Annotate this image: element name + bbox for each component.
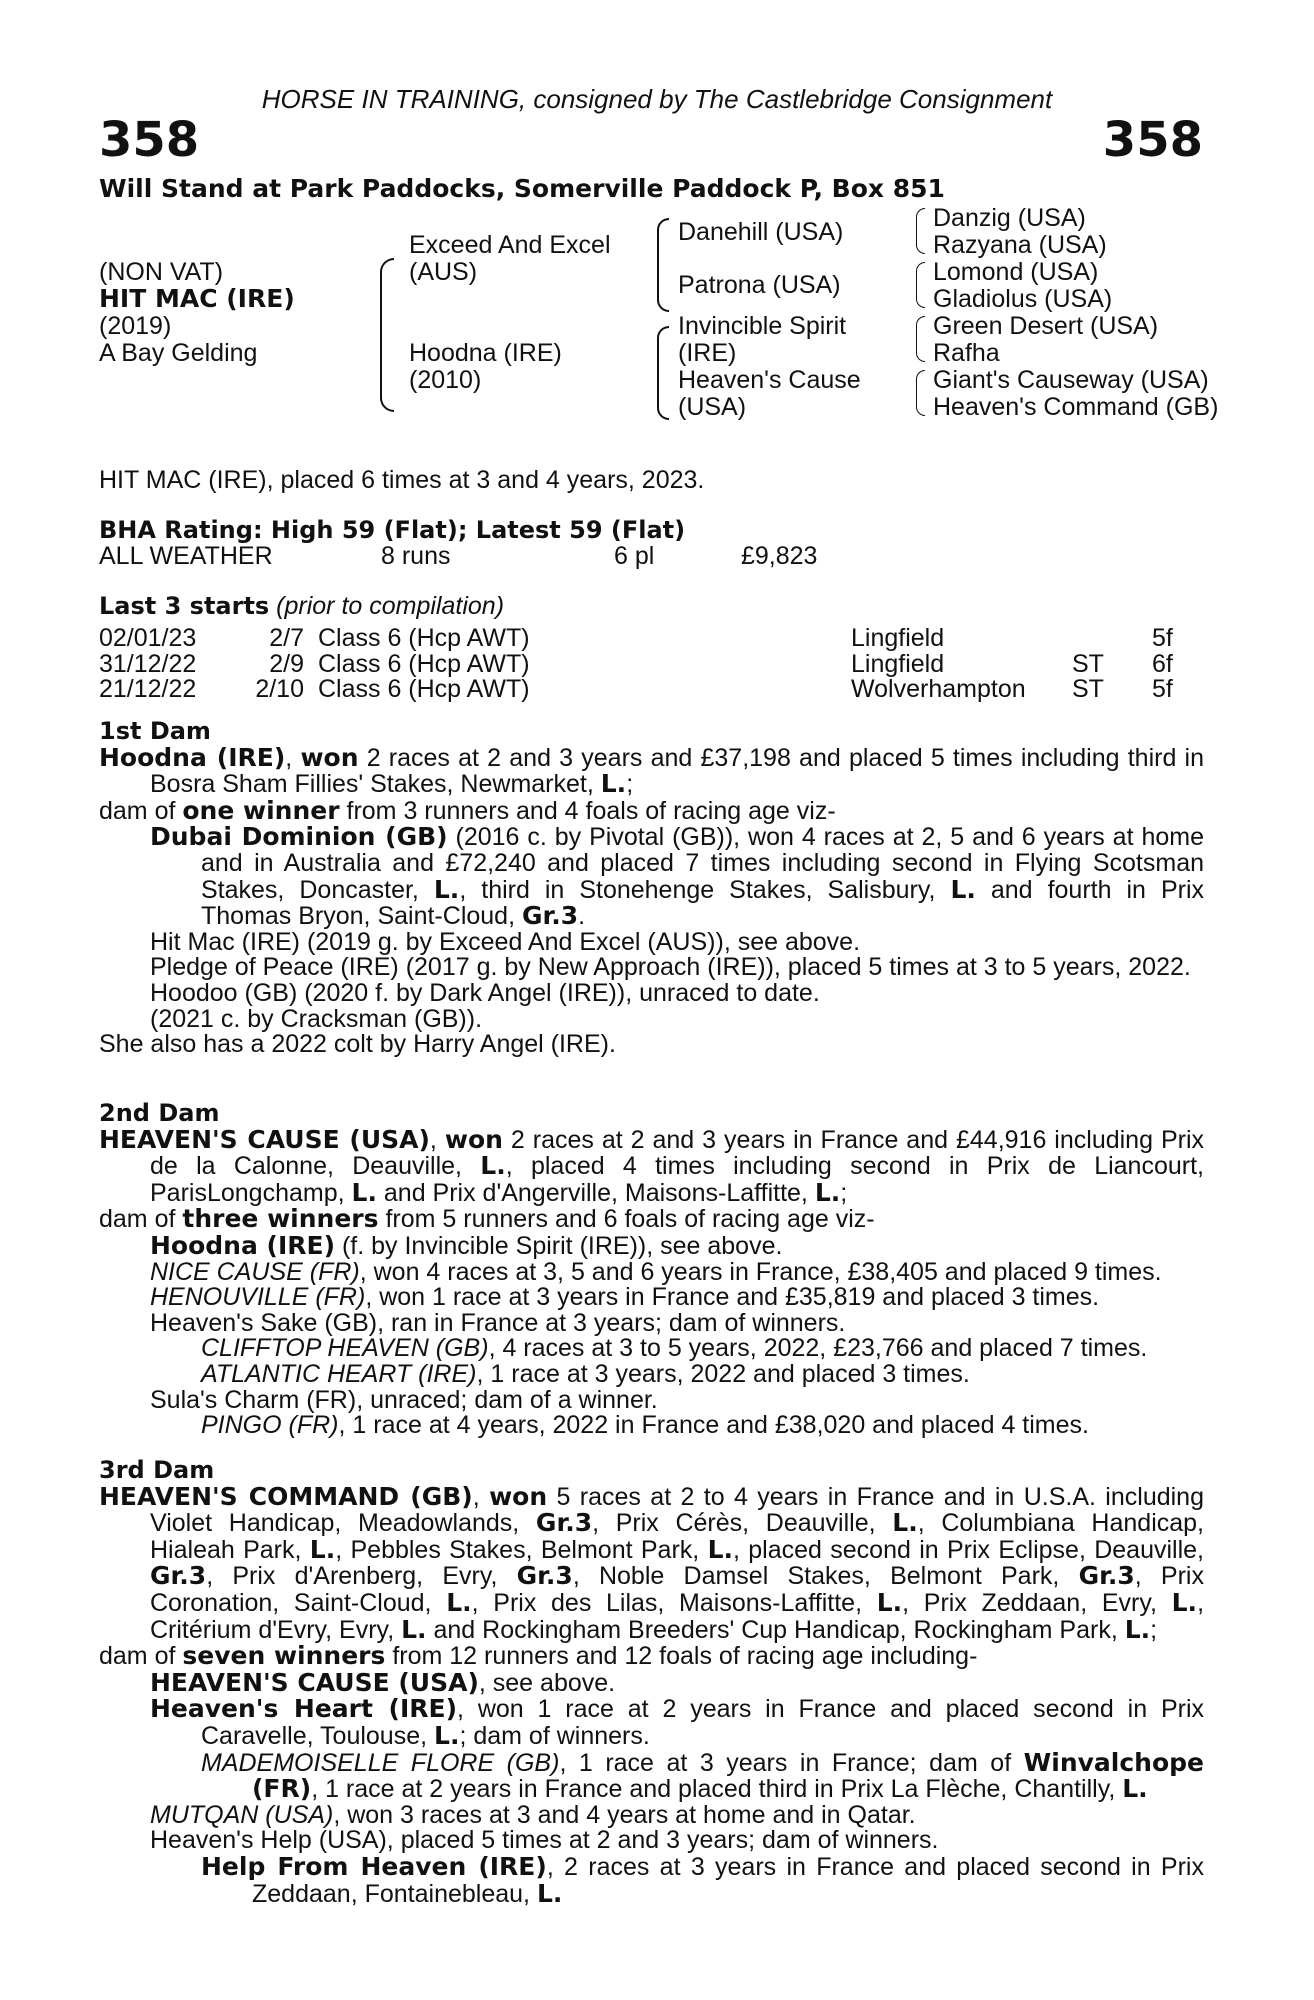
gg-2: Razyana (USA) [933,231,1107,259]
gg-brace-2 [916,262,925,308]
start-distance: 6f [1152,649,1173,678]
gg-8: Heaven's Command (GB) [933,393,1219,421]
second-dam-title: 2nd Dam [99,1099,220,1127]
dam-dam-line2: (USA) [678,393,747,421]
gg-4: Gladiolus (USA) [933,285,1113,313]
start-class: Class 6 (Hcp AWT) [318,649,530,678]
start-class: Class 6 (Hcp AWT) [318,624,530,652]
third-dam-section: 3rd Dam HEAVEN'S COMMAND (GB), won 5 races at 2 to 4 years in France and in U.S.A. including Violet Handicap, Meadowlands, Gr.3, Prix Cérès, Deauville, L., Columbiana Handicap, Hialeah Park, L., Pebbles Stakes, Belmont Park, L., placed second in Prix Eclipse, Deauville, Gr.3, Prix d'Arenberg, Evry, Gr.3, Noble Damsel Stakes, Belmont Park, Gr.3, Prix Coronation, Saint-Cloud, L., Prix des Lilas, Maisons-Laffitte, L., Prix Zeddaan, Evry, L., Critérium d'Evry, Evry, L. and Rockingham Breeders' Cup Handicap, Rockingham Park, L.; dam of seven winners from 12 runners and 12 foals of racing age including- HEAVEN'S CAUSE (USA), see above. Heaven's Heart (IRE), won 1 race at 2 years in France and placed second in Prix Caravelle, Toulouse, L.; dam of winners. MADEMOISELLE FLORE (GB), 1 race at 3 years in France; dam of Winvalchope (FR), 1 race at 2 years in France and placed third in Prix La Flèche, Chantilly, L. MUTQAN (USA), won 3 races at 3 and 4 years at home and in Qatar. Heaven's Help (USA), placed 5 times at 2 and 3 years; dam of winners. Help From Heaven (IRE), 2 races at 3 years in France and placed second in Prix Zeddaan, Fontainebleau, L. [99,1456,1205,1908]
gg-1: Danzig (USA) [933,204,1086,232]
gg-brace-1 [916,208,925,254]
dam-line1: Hoodna (IRE) [409,339,562,367]
gg-6: Rafha [933,339,1000,367]
rating-runs: 8 runs [381,542,451,570]
horse-year: (2019) [99,312,172,340]
sire-line2: (AUS) [409,258,478,286]
start-date: 02/01/23 [99,624,197,652]
start-class: Class 6 (Hcp AWT) [318,675,530,704]
gg-3: Lomond (USA) [933,258,1099,286]
gg-brace-3 [916,316,925,362]
last-start-row [99,652,1212,678]
last-starts-title: Last 3 starts [99,592,270,620]
sire-dam: Patrona (USA) [678,271,841,299]
last-start-row [99,626,1212,652]
horse-name: HIT MAC (IRE) [99,284,295,313]
lot-number-right: 358 [1102,112,1203,168]
first-dam-title: 1st Dam [99,717,211,745]
last-starts-note: (prior to compilation) [276,592,505,620]
gg-5: Green Desert (USA) [933,312,1159,340]
start-date: 31/12/22 [99,649,197,678]
rating-placed: 6 pl [614,542,655,570]
stabling-line: Will Stand at Park Paddocks, Somerville Paddock P, Box 851 [99,174,945,203]
race-summary: HIT MAC (IRE), placed 6 times at 3 and 4 years, 2023. [99,466,705,494]
dam-dam-line1: Heaven's Cause [678,366,861,394]
start-distance: 5f [1152,675,1173,704]
dam-brace [657,326,669,420]
start-position: 2/7 [269,624,304,652]
pedigree-main-brace [380,258,394,412]
sire-sire: Danehill (USA) [678,218,844,246]
rating-prize: £9,823 [741,542,818,570]
dam-sire-line2: (IRE) [678,339,737,367]
start-date: 21/12/22 [99,675,197,704]
start-going [1072,626,1152,652]
last-start-row [99,677,1212,703]
rating-title: BHA Rating: High 59 (Flat); Latest 59 (Flat) [99,516,686,544]
horse-description: A Bay Gelding [99,339,258,367]
rating-surface: ALL WEATHER [99,542,273,570]
dam-line2: (2010) [409,366,482,394]
start-course: Lingfield [851,624,945,652]
dam-sire-line1: Invincible Spirit [678,312,847,340]
sire-brace [657,218,669,312]
start-course: Wolverhampton [851,675,1026,704]
lot-number-left: 358 [99,112,200,168]
start-distance: 5f [1152,624,1173,652]
third-dam-title: 3rd Dam [99,1456,215,1484]
horse-vat: (NON VAT) [99,258,224,286]
last-starts-heading [99,592,504,620]
consignment-header: HORSE IN TRAINING, consigned by The Castlebridge Consignment [261,84,1053,114]
gg-brace-4 [916,370,925,416]
last-starts-table [99,626,1212,703]
second-dam-section: 2nd Dam HEAVEN'S CAUSE (USA), won 2 races at 2 and 3 years in France and £44,916 including Prix de la Calonne, Deauville, L., placed 4 times including second in Prix de Liancourt, ParisLongchamp, L. and Prix d'Angerville, Maisons-Laffitte, L.; dam of three winners from 5 runners and 6 foals of racing age viz- Hoodna (IRE) (f. by Invincible Spirit (IRE)), see above. NICE CAUSE (FR), won 4 races at 3, 5 and 6 years in France, £38,405 and placed 9 times. HENOUVILLE (FR), won 1 race at 3 years in France and £35,819 and placed 3 times. Heaven's Sake (GB), ran in France at 3 years; dam of winners. CLIFFTOP HEAVEN (GB), 4 races at 3 to 5 years, 2022, £23,766 and placed 7 times. ATLANTIC HEART (IRE), 1 race at 3 years, 2022 and placed 3 times. Sula's Charm (FR), unraced; dam of a winner. PINGO (FR), 1 race at 4 years, 2022 in France and £38,020 and placed 4 times. [99,1099,1205,1440]
start-course: Lingfield [851,649,945,678]
gg-7: Giant's Causeway (USA) [933,366,1209,394]
sire-line1: Exceed And Excel [409,231,611,259]
start-going: ST [1072,649,1104,678]
first-dam-section: 1st Dam Hoodna (IRE), won 2 races at 2 and 3 years and £37,198 and placed 5 times including third in Bosra Sham Fillies' Stakes, Newmarket, L.; dam of one winner from 3 runners and 4 foals of racing age viz- Dubai Dominion (GB) (2016 c. by Pivotal (GB)), won 4 races at 2, 5 and 6 years at home and in Australia and £72,240 and placed 7 times including second in Flying Scotsman Stakes, Doncaster, L., third in Stonehenge Stakes, Salisbury, L. and fourth in Prix Thomas Bryon, Saint-Cloud, Gr.3. Hit Mac (IRE) (2019 g. by Exceed And Excel (AUS)), see above. Pledge of Peace (IRE) (2017 g. by New Approach (IRE)), placed 5 times at 3 to 5 years, 2022. Hoodoo (GB) (2020 f. by Dark Angel (IRE)), unraced to date. (2021 c. by Cracksman (GB)). She also has a 2022 colt by Harry Angel (IRE). [99,717,1204,1059]
start-going: ST [1072,675,1104,704]
start-position: 2/9 [269,649,304,678]
start-position: 2/10 [255,675,304,704]
